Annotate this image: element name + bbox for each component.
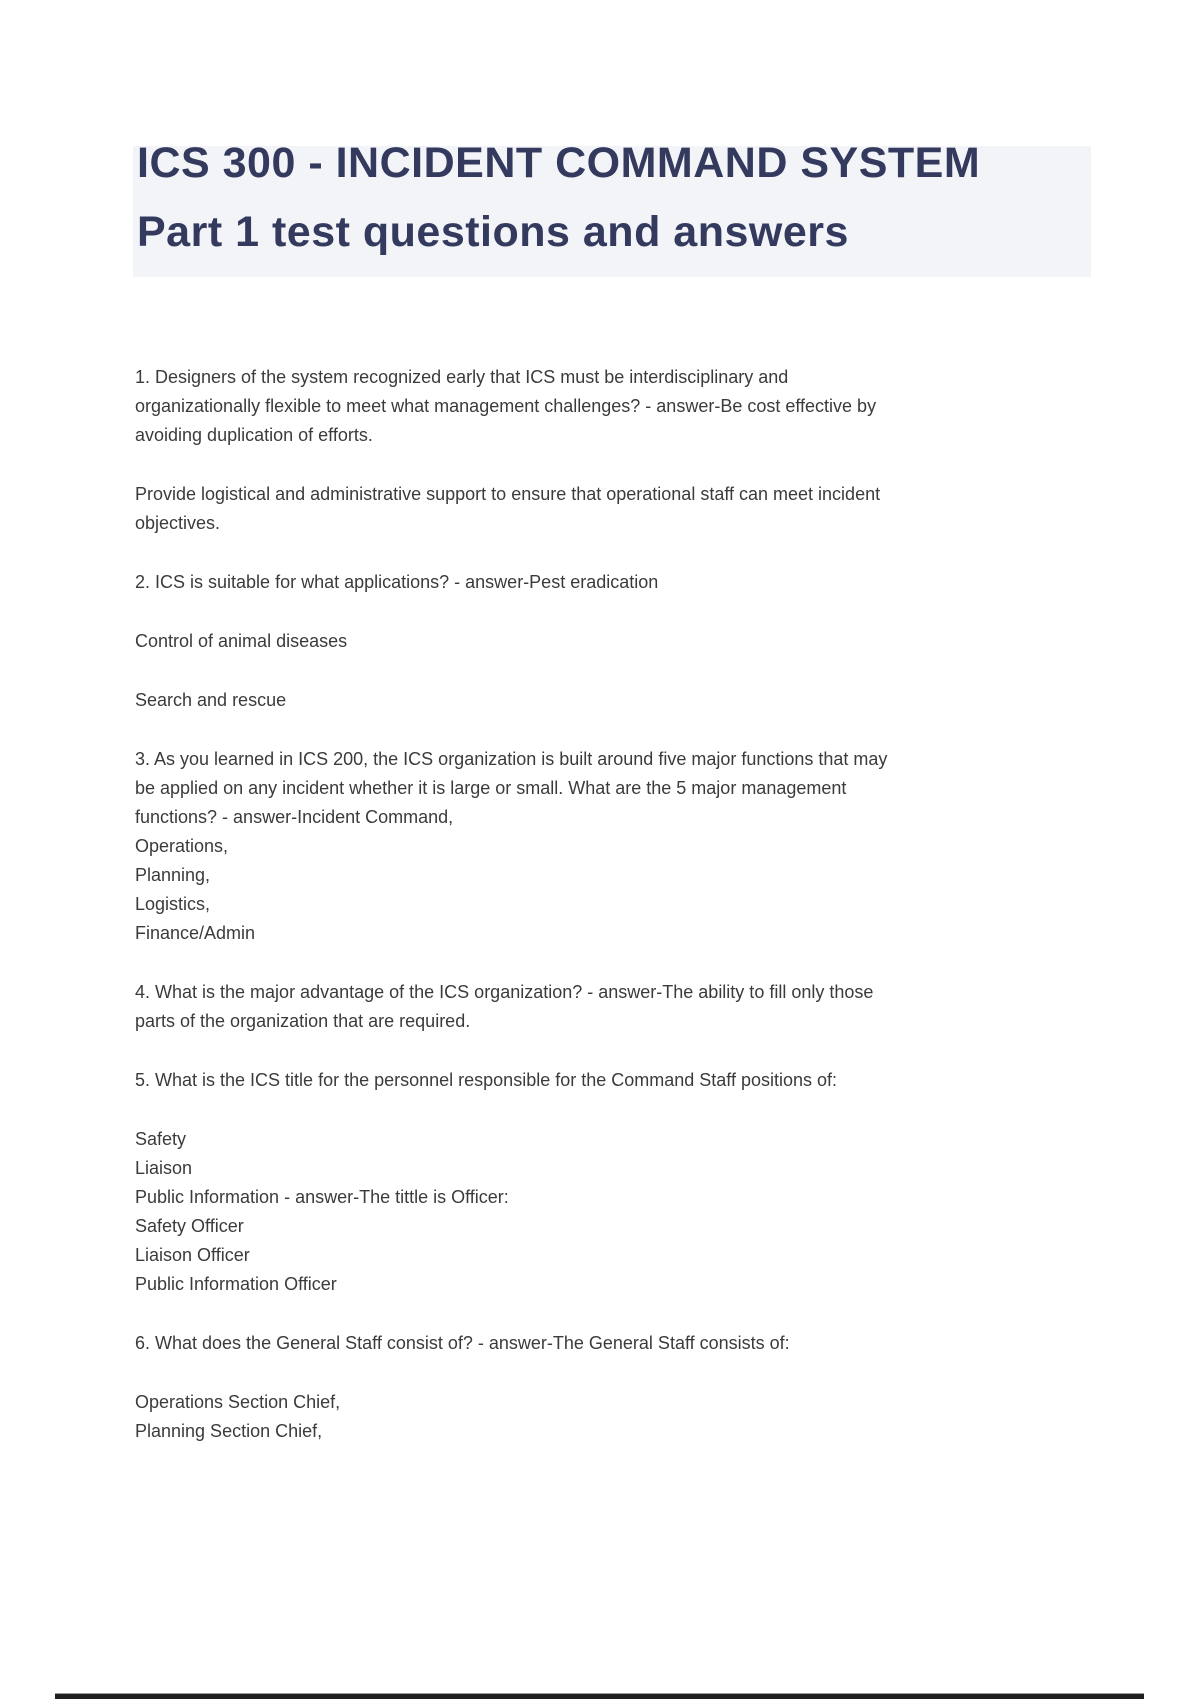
text-line: Provide logistical and administrative support to ensure that operational staff can meet incident xyxy=(135,484,881,504)
text-line: Public Information Officer xyxy=(135,1274,337,1294)
text-line: Liaison Officer xyxy=(135,1245,250,1265)
text-line: 6. What does the General Staff consist of? - answer-The General Staff consists of: xyxy=(135,1333,790,1353)
text-line: 3. As you learned in ICS 200, the ICS organization is built around five major functions that may xyxy=(135,749,888,769)
question-6 xyxy=(135,1329,887,1358)
question-5 xyxy=(135,1066,887,1095)
text-line: be applied on any incident whether it is large or small. What are the 5 major management xyxy=(135,778,847,798)
text-line: Operations, xyxy=(135,836,229,856)
question-2 xyxy=(135,568,887,597)
text-line: Public Information - answer-The tittle is Officer: xyxy=(135,1187,509,1207)
text-line: Finance/Admin xyxy=(135,923,256,943)
question-3 xyxy=(135,745,887,948)
text-line: Safety Officer xyxy=(135,1216,244,1236)
text-line: organizationally flexible to meet what management challenges? - answer-Be cost effective by xyxy=(135,396,877,416)
text-line: 5. What is the ICS title for the personnel responsible for the Command Staff positions of: xyxy=(135,1070,838,1090)
question-1-answer-continued xyxy=(135,480,887,538)
text-line: Operations Section Chief, xyxy=(135,1392,341,1412)
text-line: 2. ICS is suitable for what applications? - answer-Pest eradication xyxy=(135,572,659,592)
question-1 xyxy=(135,363,887,450)
text-line: Logistics, xyxy=(135,894,211,914)
text-line: Search and rescue xyxy=(135,690,287,710)
question-2-answer-item-3 xyxy=(135,686,887,715)
text-line: Liaison xyxy=(135,1158,193,1178)
document-title xyxy=(137,129,980,267)
text-line: 4. What is the major advantage of the ICS organization? - answer-The ability to fill only those xyxy=(135,982,874,1002)
text-line: objectives. xyxy=(135,513,221,533)
next-page-top-bar xyxy=(55,1693,1144,1699)
text-line: Planning Section Chief, xyxy=(135,1421,323,1441)
text-line: avoiding duplication of efforts. xyxy=(135,425,373,445)
question-4 xyxy=(135,978,887,1036)
text-line: Safety xyxy=(135,1129,187,1149)
question-2-answer-item-2 xyxy=(135,627,887,656)
text-line: functions? - answer-Incident Command, xyxy=(135,807,454,827)
question-5-answer-list xyxy=(135,1125,887,1299)
text-line: Control of animal diseases xyxy=(135,631,348,651)
title-line-2: Part 1 test questions and answers xyxy=(137,208,849,256)
text-line: parts of the organization that are required. xyxy=(135,1011,471,1031)
text-line: 1. Designers of the system recognized early that ICS must be interdisciplinary and xyxy=(135,367,789,387)
title-line-1: ICS 300 - INCIDENT COMMAND SYSTEM xyxy=(137,139,981,187)
text-line: Planning, xyxy=(135,865,211,885)
document-body xyxy=(135,363,887,1476)
question-6-answer-list xyxy=(135,1388,887,1446)
